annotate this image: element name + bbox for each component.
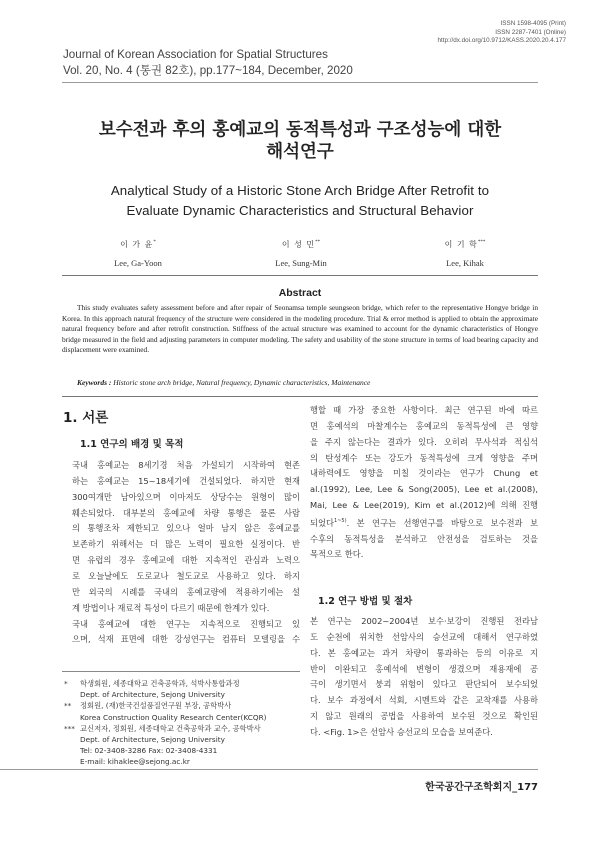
abstract-heading: Abstract xyxy=(278,287,322,299)
journal-name: Journal of Korean Association for Spatial Structures xyxy=(63,48,328,61)
english-title xyxy=(40,181,560,221)
footnote-mark xyxy=(64,734,80,745)
footnote-row xyxy=(64,723,267,734)
abstract-text: This study evaluates safety assessment before and after repair of Seonamsa temple seungseon bridge, which refer to the representative Hongye bridge in Korea. In this approach natural frequency of the structure were considered in the modeling procedure. Trial & error method is applied to obtain the approximate natural frequency before and after retrofit construction. Stiffness of the actual structure was examined to account for the dynamic characteristics of Hongye bridge measured in the field and adjusting parameters in computer modeling. The safety and usability of the stone structure in terms of load bearing capacity and displacement were examined. xyxy=(62,303,538,355)
body-line: 계 방법이나 재료적 특성이 다르기 때문에 한계가 있다. xyxy=(72,602,270,613)
body-line: 훼손되었다. 대부분의 홍예교에 차량 통행은 물론 사람 xyxy=(72,507,300,518)
body-line: 면 유럽의 경우 홍예교에 대한 지속적인 관심과 노력으 xyxy=(72,555,300,566)
footnote-text: Tel: 02-3408-3286 Fax: 02-3408-4331 xyxy=(80,746,218,756)
keywords-divider xyxy=(62,396,538,397)
footnote-mark xyxy=(64,689,80,700)
body-line: al.(1992), Lee, Lee & Song(2005), Lee et al.(2008), xyxy=(310,484,538,495)
footnote-mark xyxy=(64,745,80,756)
body-line: 을 주지 않는다는 결과가 있다. 오히려 무사석과 적심석 xyxy=(310,436,538,447)
footnote-text: Dept. of Architecture, Sejong University xyxy=(80,690,225,700)
keywords-line xyxy=(77,378,537,388)
right-column-paragraph-1 xyxy=(310,403,538,563)
body-line: 본 연구는 2002~2004년 보수‧보강이 진행된 전라남 xyxy=(310,616,538,626)
footnote-text: 교신저자, 정회원, 세종대학교 건축공학과 교수, 공학박사 xyxy=(80,723,261,733)
footnote-mark: *** xyxy=(64,723,75,733)
footnote-row xyxy=(64,756,267,767)
footnote-mark: ** xyxy=(64,701,72,711)
body-line: 국내 홍예교는 8세기경 처음 가설되기 시작하여 현존 xyxy=(72,460,300,470)
author-3-mark: *** xyxy=(477,240,486,245)
footer-divider xyxy=(0,769,538,770)
journal-info xyxy=(63,47,353,78)
body-line: 300여개만 남아있으며 이마저도 상당수는 원형이 많이 xyxy=(72,491,300,502)
author-2 xyxy=(231,234,371,272)
body-line: 으며, 석재 표면에 대한 강성연구는 컴퓨터 모델링을 수 xyxy=(72,634,300,645)
issn-block xyxy=(266,20,566,46)
page-number-footer: 한국공간구조학회지_177 xyxy=(425,782,538,793)
body-line: 로 오늘날에도 도로교나 철도교로 사용하고 있다. 하지 xyxy=(72,570,300,581)
header-divider xyxy=(62,82,538,83)
footnote-row xyxy=(64,712,267,723)
body-line: 면 홍예석의 마찰계수는 홍예교의 동적특성에 큰 영향 xyxy=(310,420,538,431)
body-line: 보존하기 위해서는 더 많은 노력이 필요한 실정이다. 반 xyxy=(72,539,300,550)
footnote-text: 정회원, (재)한국건설품질연구원 부장, 공학박사 xyxy=(80,701,232,711)
author-1-mark: * xyxy=(153,240,156,245)
body-line-text: 되었다 xyxy=(310,517,335,528)
body-line: 국내 홍예교에 대한 연구는 지속적으로 진행되고 있 xyxy=(72,618,300,629)
body-line: 지 않고 원래의 공법을 사용하여 보수된 것으로 확인된 xyxy=(310,711,538,722)
author-3-korean-name: 이 기 학 xyxy=(444,240,478,249)
left-column-paragraph-2 xyxy=(72,617,300,649)
subsection-1-1-heading: 1.1 연구의 배경 및 목적 xyxy=(80,439,184,450)
footnote-row xyxy=(64,700,267,711)
body-line: 내하력에도 영향을 미칠 것이라는 연구가 Chung et xyxy=(310,468,538,479)
body-line: 다. <Fig. 1>은 선암사 승선교의 모습을 보여준다. xyxy=(310,726,493,737)
body-line: 의 탄성계수 또는 강도가 동적특성에 크게 영향을 주며 xyxy=(310,452,538,463)
body-line: 목적으로 한다. xyxy=(310,549,364,560)
keywords-list: Historic stone arch bridge, Natural frequency, Dynamic characteristics, Maintenance xyxy=(113,378,371,387)
author-1 xyxy=(68,234,208,272)
reference-marker: 1~5) xyxy=(334,517,347,524)
body-line: Mai, Lee & Lee(2019), Kim et al.(2012)에 의해 진행 xyxy=(310,500,538,511)
body-line xyxy=(310,514,538,532)
author-2-mark: ** xyxy=(315,240,321,245)
korean-title-line-2: 해석연구 xyxy=(266,142,334,162)
body-line-text xyxy=(310,518,538,528)
author-email[interactable]: E-mail: kihaklee@sejong.ac.kr xyxy=(80,757,190,767)
issn-print: ISSN 1598-4095 (Print) xyxy=(500,20,566,27)
doi-link[interactable]: http://dx.doi.org/10.9712/KASS.2020.20.4.177 xyxy=(437,37,566,45)
korean-title-line-1: 보수전과 후의 홍예교의 동적특성과 구조성능에 대한 xyxy=(98,120,502,140)
abstract-top-divider xyxy=(62,275,538,276)
footnote-divider xyxy=(62,671,300,672)
volume-line: Vol. 20, No. 4 (통권 82호), pp.177~184, December, 2020 xyxy=(63,63,353,77)
author-1-korean-name: 이 가 윤 xyxy=(120,240,154,249)
english-title-line-1: Analytical Study of a Historic Stone Arch Bridge After Retrofit to xyxy=(110,183,490,198)
author-1-english-name: Lee, Ga-Yoon xyxy=(114,258,162,268)
body-line: 만 외국의 시례를 국내의 홍예교량에 적용하기에는 설 xyxy=(72,586,300,597)
korean-title xyxy=(40,119,560,163)
author-2-korean-name: 이 성 민 xyxy=(281,240,316,249)
footnote-row xyxy=(64,734,267,745)
body-line: 반이 이완되고 홍예석에 변형이 생겼으며 재용재에 공 xyxy=(310,663,538,674)
body-line: 다. 본 홍예교는 과거 차량이 통과하는 등의 이유로 지 xyxy=(310,647,538,658)
author-3-english-name: Lee, Kihak xyxy=(446,258,484,268)
section-1-heading: 1. 서론 xyxy=(63,410,109,426)
right-column-paragraph-2 xyxy=(310,614,538,741)
author-3 xyxy=(395,234,535,272)
body-line: 극이 생기면서 붕괴 위험이 있다고 판단되어 보수되었 xyxy=(310,679,538,690)
english-title-line-2: Evaluate Dynamic Characteristics and Structural Behavior xyxy=(126,203,474,218)
author-2-english-name: Lee, Sung-Min xyxy=(275,258,327,268)
author-footnotes xyxy=(64,678,267,768)
subsection-1-2-heading: 1.2 연구 방법 및 절차 xyxy=(318,596,413,607)
body-line: 행할 때 가장 중요한 사항이다. 최근 연구된 바에 따르 xyxy=(310,405,538,415)
body-line: 수후의 동적특성을 분석하고 안전성을 검토하는 것을 xyxy=(310,533,538,544)
footnote-text: 학생회원, 세종대학교 건축공학과, 석박사통합과정 xyxy=(80,679,240,688)
body-line: 의 통행조차 제한되고 있으나 얼마 남지 않은 홍예교를 xyxy=(72,523,300,534)
footnote-mark xyxy=(64,712,80,723)
footnote-text: Dept. of Architecture, Sejong University xyxy=(80,735,225,745)
body-line-text: . 본 연구는 선행연구를 바탕으로 보수전과 보 xyxy=(346,517,538,528)
body-line: 하는 홍예교는 15~18세기에 건설되었다. 하지만 현재 xyxy=(72,475,300,486)
footnote-mark xyxy=(64,756,80,767)
issn-online: ISSN 2287-7401 (Online) xyxy=(495,28,566,36)
footnote-text: Korea Construction Quality Research Center(KCQR) xyxy=(80,712,267,722)
footnote-row xyxy=(64,678,267,689)
left-column-paragraph-1 xyxy=(72,458,300,616)
footnote-row xyxy=(64,689,267,700)
keywords-label: Keywords : xyxy=(77,378,112,387)
body-line: 도 순천에 위치한 선암사의 승선교에 대해서 연구하였 xyxy=(310,631,538,642)
footnote-row xyxy=(64,745,267,756)
body-line: 다. 보수 과정에서 석회, 시멘트와 같은 교착재를 사용하 xyxy=(310,695,538,706)
footnote-mark: * xyxy=(64,679,68,688)
